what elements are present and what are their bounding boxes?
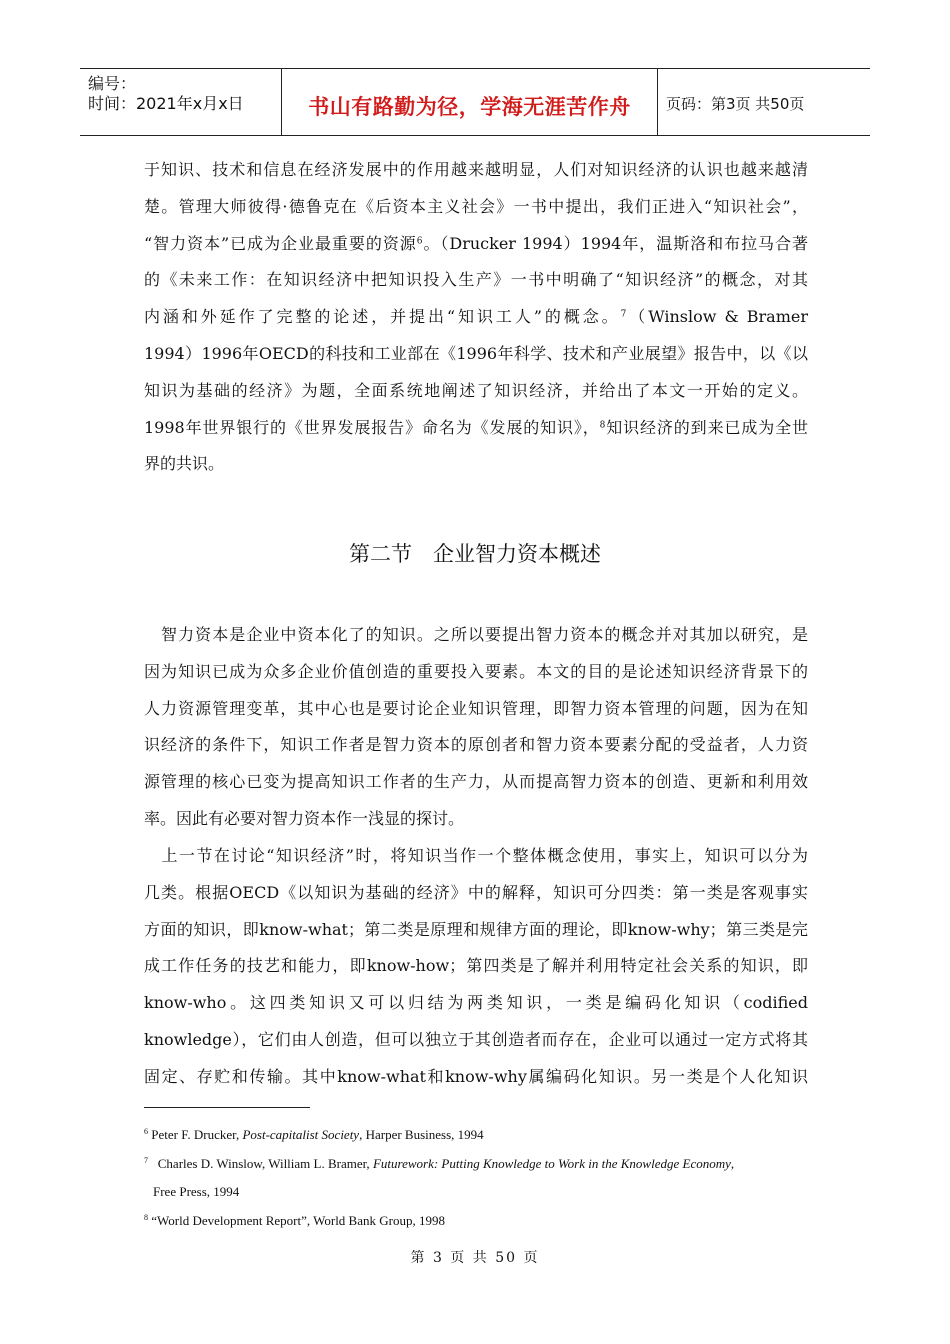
text-segment: 内涵和外延作了完整的论述，并提出“知识工人”的概念。 <box>144 307 621 327</box>
text-line: 成工作任务的技艺和能力，即know-how；第四类是了解并利用特定社会关系的知识，即 <box>144 956 808 976</box>
footnote-6 <box>144 1121 814 1149</box>
footnote-publisher: Free Press, 1994 <box>153 1184 240 1199</box>
text-line: 上一节在讨论“知识经济”时，将知识当作一个整体概念使用，事实上，知识可以分为 <box>144 846 808 865</box>
page-header <box>80 68 870 136</box>
footnote-book-title: Post-capitalist Society <box>242 1127 360 1142</box>
text-line: knowledge），它们由人创造，但可以独立于其创造者而存在，企业可以通过一定方式将其 <box>144 1029 808 1049</box>
footnote-author: Charles D. Winslow, William L. Bramer, <box>151 1156 373 1171</box>
text-line: 几类。根据OECD《以知识为基础的经济》中的解释，知识可分四类：第一类是客观事实 <box>144 882 808 902</box>
text-segment: 1998年世界银行的《世界发展报告》命名为《发展的知识》， <box>144 417 600 437</box>
text-line <box>144 299 808 336</box>
text-line: 界的共识。 <box>144 454 225 474</box>
text-line: 知识为基础的经济》为题，全面系统地阐述了知识经济，并给出了本文一开始的定义。 <box>144 380 808 400</box>
page-footer-number: 第 3 页 共 50 页 <box>410 1250 540 1266</box>
text-segment: “智力资本”已成为企业最重要的资源 <box>144 233 417 253</box>
header-page-cell <box>658 69 870 135</box>
text-line: 源管理的核心已变为提高知识工作者的生产力，从而提高智力资本的创造、更新和利用效 <box>144 772 808 792</box>
text-line <box>144 226 808 263</box>
text-line: 于知识、技术和信息在经济发展中的作用越来越明显，人们对知识经济的认识也越来越清 <box>144 160 808 179</box>
footnote-mark: 8 <box>144 1213 148 1223</box>
text-line: 方面的知识，即know-what；第二类是原理和规律方面的理论，即know-why；第三类是完 <box>144 919 808 939</box>
text-line: 1994）1996年OECD的科技和工业部在《1996年科学、技术和产业展望》报告中，以《以 <box>144 343 808 363</box>
footnote-punctuation: , <box>730 1156 735 1171</box>
text-segment: 。（Drucker 1994）1994年，温斯洛和布拉马合著 <box>422 233 808 253</box>
footnote-8 <box>144 1207 814 1235</box>
section-title: 第二节 企业智力资本概述 <box>349 542 601 566</box>
footnote-author: Peter F. Drucker, <box>151 1127 243 1142</box>
text-line: 智力资本是企业中资本化了的知识。之所以要提出智力资本的概念并对其加以研究，是 <box>144 625 808 644</box>
paragraph-knowledge-economy-history <box>144 152 808 483</box>
text-line: 因为知识已成为众多企业价值创造的重要投入要素。本文的目的是论述知识经济背景下的 <box>144 661 808 681</box>
text-line: 人力资源管理变革，其中心也是要讨论企业知识管理，即智力资本管理的问题，因为在知 <box>144 698 808 718</box>
footnote-ref-7: 7 <box>620 309 627 320</box>
header-meta-cell <box>80 69 282 135</box>
footnote-mark: 6 <box>144 1127 148 1137</box>
footnote-book-title: Futurework: Putting Knowledge to Work in the Knowledge Economy <box>372 1156 731 1171</box>
footnote-citation: “World Development Report”, World Bank Group, 1998 <box>151 1213 445 1228</box>
document-number-label: 编号： <box>88 74 137 93</box>
header-page-info: 页码：第3页 共50页 <box>666 95 805 113</box>
footnote-ref-8: 8 <box>599 420 606 431</box>
footnote-publisher: , Harper Business, 1994 <box>359 1127 484 1142</box>
text-line <box>144 410 808 447</box>
paragraph-knowledge-types <box>144 838 808 1096</box>
footnote-mark: 7 <box>144 1156 148 1166</box>
text-segment: （Winslow & Bramer <box>626 307 808 327</box>
document-date-label: 时间：2021年x月x日 <box>88 94 244 113</box>
text-line: 的《未来工作：在知识经济中把知识投入生产》一书中明确了“知识经济”的概念，对其 <box>144 270 808 290</box>
text-segment: 知识经济的到来已成为全世 <box>605 417 808 437</box>
footnote-ref-6: 6 <box>416 236 423 247</box>
text-line: know-who。这四类知识又可以归结为两类知识，一类是编码化知识（codified <box>144 993 808 1013</box>
paragraph-intellectual-capital <box>144 617 808 838</box>
text-line: 楚。管理大师彼得·德鲁克在《后资本主义社会》一书中提出，我们正进入“知识社会”， <box>144 196 808 216</box>
header-motto-cell <box>282 69 658 135</box>
footnote-divider <box>144 1107 310 1108</box>
text-line: 率。因此有必要对智力资本作一浅显的探讨。 <box>144 808 465 828</box>
header-motto: 书山有路勤为径，学海无涯苦作舟 <box>308 95 631 119</box>
text-line: 固定、存贮和传输。其中know-what和know-why属编码化知识。另一类是个人化知识 <box>144 1066 808 1086</box>
text-line: 识经济的条件下，知识工作者是智力资本的原创者和智力资本要素分配的受益者，人力资 <box>144 735 808 755</box>
footnote-7 <box>144 1150 814 1206</box>
